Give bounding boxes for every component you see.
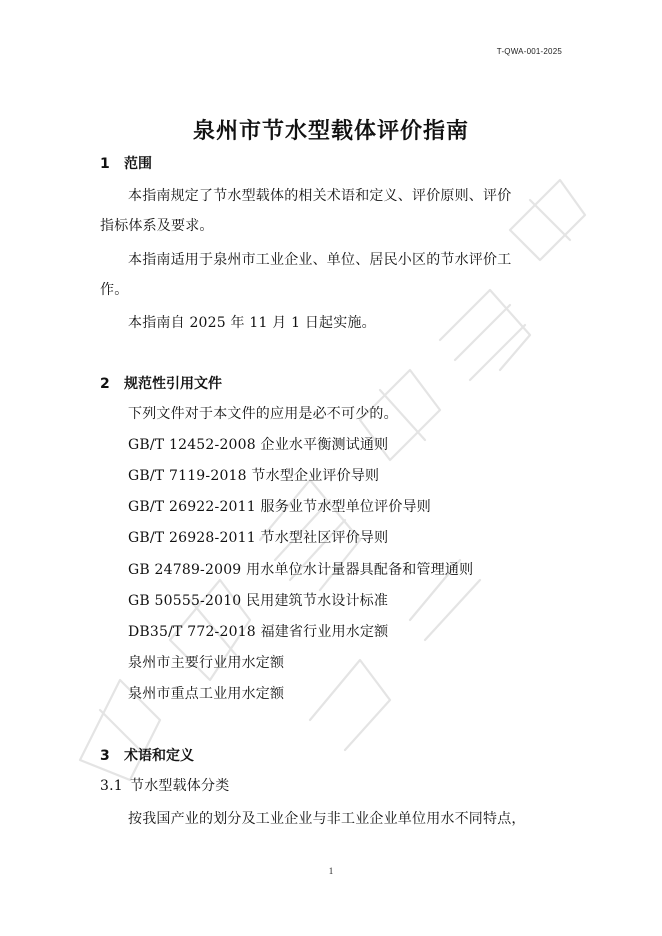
reference-item: GB/T 26928-2011 节水型社区评价导则 [128, 530, 389, 546]
page-number: 1 [328, 866, 334, 876]
reference-item: 泉州市重点工业用水定额 [128, 686, 285, 702]
paragraph-line: 本指南适用于泉州市工业企业、单位、居民小区的节水评价工 [128, 252, 512, 268]
reference-item: GB/T 12452-2008 企业水平衡测试通则 [128, 437, 389, 453]
section-heading-references [100, 374, 570, 394]
paragraph-line: 按我国产业的划分及工业企业与非工业企业单位用水不同特点， [128, 811, 526, 827]
section-number: 1 [100, 156, 110, 172]
section-number: 3 [100, 748, 110, 764]
subsection-number: 3.1 [100, 778, 123, 794]
reference-item: GB 24789-2009 用水单位水计量器具配备和管理通则 [128, 562, 474, 578]
document-title: 泉州市节水型载体评价指南 [192, 119, 469, 144]
section-title: 术语和定义 [124, 748, 194, 764]
reference-item: 泉州市主要行业用水定额 [128, 655, 285, 671]
reference-item: GB/T 7119-2018 节水型企业评价导则 [128, 468, 380, 484]
document-code: T-QWA-001-2025 [496, 47, 562, 56]
paragraph-line: 指标体系及要求。 [100, 218, 214, 234]
subsection-title: 节水型载体分类 [130, 778, 230, 794]
reference-item: DB35/T 772-2018 福建省行业用水定额 [128, 624, 389, 640]
section-title: 规范性引用文件 [124, 376, 222, 392]
section-heading-scope [100, 154, 570, 174]
reference-item: GB 50555-2010 民用建筑节水设计标准 [128, 593, 389, 609]
reference-item: GB/T 26922-2011 服务业节水型单位评价导则 [128, 499, 431, 515]
paragraph-line: 本指南规定了节水型载体的相关术语和定义、评价原则、评价 [128, 188, 512, 204]
section-heading-terms [100, 746, 570, 766]
paragraph-line: 本指南自 2025 年 11 月 1 日起实施。 [128, 315, 376, 331]
section-number: 2 [100, 376, 110, 392]
section-title: 范围 [124, 156, 152, 172]
paragraph-line: 作。 [100, 282, 129, 298]
paragraph-line: 下列文件对于本文件的应用是必不可少的。 [128, 406, 398, 422]
subsection-heading [100, 776, 570, 796]
